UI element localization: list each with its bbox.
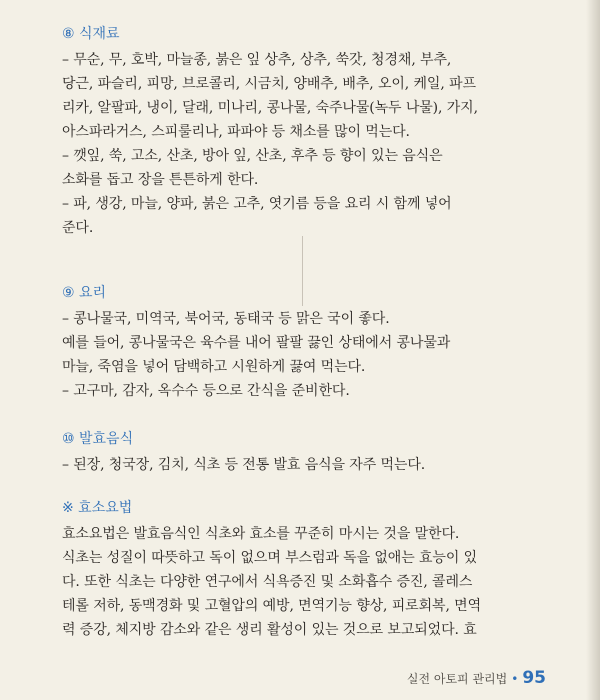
body-line: 효소요법은 발효음식인 식초와 효소를 꾸준히 마시는 것을 말한다. [62,526,460,542]
page-edge-shadow [586,0,600,700]
footer-separator: • [511,672,519,686]
body-line: 테롤 저하, 동맥경화 및 고혈압의 예방, 면역기능 향상, 피로회복, 면역 [62,598,481,614]
body-line: – 무순, 무, 호박, 마늘종, 붉은 잎 상추, 상추, 쑥갓, 청경채, 부추, [62,52,452,68]
page-footer [407,668,546,688]
book-title: 실전 아토피 관리법 [406,672,508,686]
body-line: 아스파라거스, 스피룰리나, 파파야 등 채소를 많이 먹는다. [62,124,410,140]
page-number: 95 [522,668,546,688]
body-line: 리카, 알팔파, 냉이, 달래, 미나리, 콩나물, 숙주나물(녹두 나물), 가지, [62,100,478,116]
body-line: 소화를 돕고 장을 튼튼하게 한다. [62,172,259,188]
scan-mark [302,236,303,306]
body-line: – 깻잎, 쑥, 고소, 산초, 방아 잎, 산초, 후추 등 향이 있는 음식은 [62,148,443,164]
body-line: 마늘, 죽염을 넣어 담백하고 시원하게 끓여 먹는다. [62,359,366,375]
section-heading-ingredients: ⑧ 식재료 [62,26,120,42]
body-line: 다. 또한 식초는 다양한 연구에서 식욕증진 및 소화흡수 증진, 콜레스 [62,574,473,590]
section-heading-cooking: ⑨ 요리 [62,285,107,301]
section-heading-fermented-food: ⑩ 발효음식 [62,431,134,447]
body-line: 준다. [62,220,94,236]
body-line: – 고구마, 감자, 옥수수 등으로 간식을 준비한다. [62,383,350,399]
body-line: 력 증강, 체지방 감소와 같은 생리 활성이 있는 것으로 보고되었다. 효 [62,622,477,638]
section-heading-enzyme-therapy: ※ 효소요법 [62,500,133,516]
body-line: 예를 들어, 콩나물국은 육수를 내어 팔팔 끓인 상태에서 콩나물과 [62,335,451,351]
body-line: – 파, 생강, 마늘, 양파, 붉은 고추, 엿기름 등을 요리 시 함께 넣어 [62,196,452,212]
body-line: – 콩나물국, 미역국, 북어국, 동태국 등 맑은 국이 좋다. [62,311,390,327]
body-line: 당근, 파슬리, 피망, 브로콜리, 시금치, 양배추, 배추, 오이, 케일, 파프 [62,76,476,92]
body-line: – 된장, 청국장, 김치, 식초 등 전통 발효 음식을 자주 먹는다. [62,457,426,473]
body-line: 식초는 성질이 따뜻하고 독이 없으며 부스럼과 독을 없애는 효능이 있 [62,550,478,566]
